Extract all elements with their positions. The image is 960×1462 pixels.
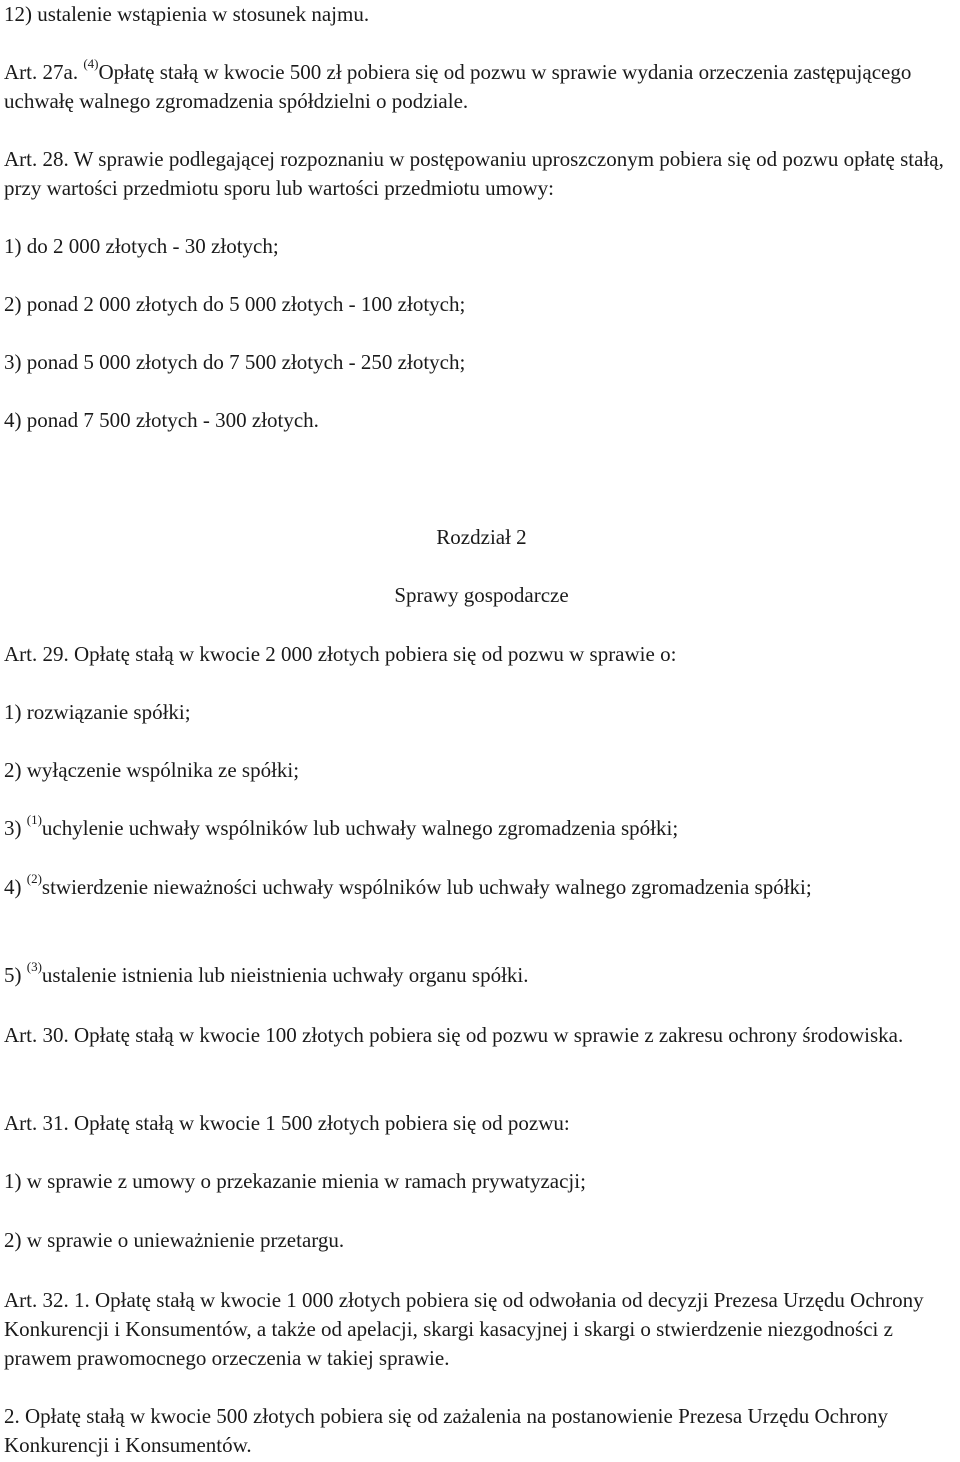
art29-item-4 bbox=[4, 873, 959, 902]
item-number: 5) bbox=[4, 963, 27, 987]
art29-item-2: 2) wyłączenie wspólnika ze spółki; bbox=[4, 758, 300, 782]
art32-paragraph-1: Art. 32. 1. Opłatę stałą w kwocie 1 000 złotych pobiera się od odwołania od decyzji Prezesa Urzędu Ochrony Konkurencji i Konsumentów, a także od apelacji, skargi kasacyjnej i skargi o stwierdzenie niezgodności z prawem prawomocnego orzeczenia w takiej sprawie. bbox=[4, 1288, 924, 1370]
art28-intro: Art. 28. W sprawie podlegającej rozpoznaniu w postępowaniu uproszczonym pobiera się od pozwu opłatę stałą, przy wartości przedmiotu sporu lub wartości przedmiotu umowy: bbox=[4, 147, 944, 200]
footnote-ref: (3) bbox=[26, 959, 42, 974]
art31-item-2: 2) w sprawie o unieważnienie przetargu. bbox=[4, 1228, 345, 1252]
chapter-title: Sprawy gospodarcze bbox=[394, 583, 569, 607]
art28-item-1: 1) do 2 000 złotych - 30 złotych; bbox=[4, 234, 279, 258]
item-number: 4) bbox=[4, 875, 27, 899]
item-text: ustalenie istnienia lub nieistnienia uchwały organu spółki. bbox=[41, 963, 529, 987]
footnote-ref: (1) bbox=[26, 812, 42, 827]
item-number: 3) bbox=[4, 816, 27, 840]
art27a-paragraph bbox=[4, 58, 959, 116]
art31-item-1: 1) w sprawie z umowy o przekazanie mienia w ramach prywatyzacji; bbox=[4, 1169, 586, 1193]
art28-item-2: 2) ponad 2 000 złotych do 5 000 złotych - 100 złotych; bbox=[4, 292, 466, 316]
art29-intro: Art. 29. Opłatę stałą w kwocie 2 000 złotych pobiera się od pozwu w sprawie o: bbox=[4, 642, 677, 666]
chapter-number: Rozdział 2 bbox=[436, 525, 527, 549]
art27a-label: Art. 27a. bbox=[4, 60, 84, 84]
footnote-ref: (2) bbox=[26, 871, 42, 886]
art31-intro: Art. 31. Opłatę stałą w kwocie 1 500 złotych pobiera się od pozwu: bbox=[4, 1111, 570, 1135]
art32-paragraph-2: 2. Opłatę stałą w kwocie 500 złotych pobiera się od zażalenia na postanowienie Prezesa Urzędu Ochrony Konkurencji i Konsumentów. bbox=[4, 1404, 888, 1457]
art27a-text: Opłatę stałą w kwocie 500 zł pobiera się od pozwu w sprawie wydania orzeczenia zastępującego uchwałę walnego zgromadzenia spółdzielni o podziale. bbox=[4, 60, 912, 113]
footnote-ref: (4) bbox=[83, 56, 99, 71]
item-text: stwierdzenie nieważności uchwały wspólników lub uchwały walnego zgromadzenia spółki; bbox=[41, 875, 812, 899]
art29-item-5 bbox=[4, 961, 959, 990]
art29-item-1: 1) rozwiązanie spółki; bbox=[4, 700, 191, 724]
art28-item-4: 4) ponad 7 500 złotych - 300 złotych. bbox=[4, 408, 319, 432]
art27-item-12: 12) ustalenie wstąpienia w stosunek najmu. bbox=[4, 2, 370, 26]
item-text: uchylenie uchwały wspólników lub uchwały walnego zgromadzenia spółki; bbox=[41, 816, 679, 840]
art29-item-3 bbox=[4, 814, 959, 843]
art30-paragraph: Art. 30. Opłatę stałą w kwocie 100 złotych pobiera się od pozwu w sprawie z zakresu ochrony środowiska. bbox=[4, 1023, 904, 1047]
art28-item-3: 3) ponad 5 000 złotych do 7 500 złotych - 250 złotych; bbox=[4, 350, 466, 374]
